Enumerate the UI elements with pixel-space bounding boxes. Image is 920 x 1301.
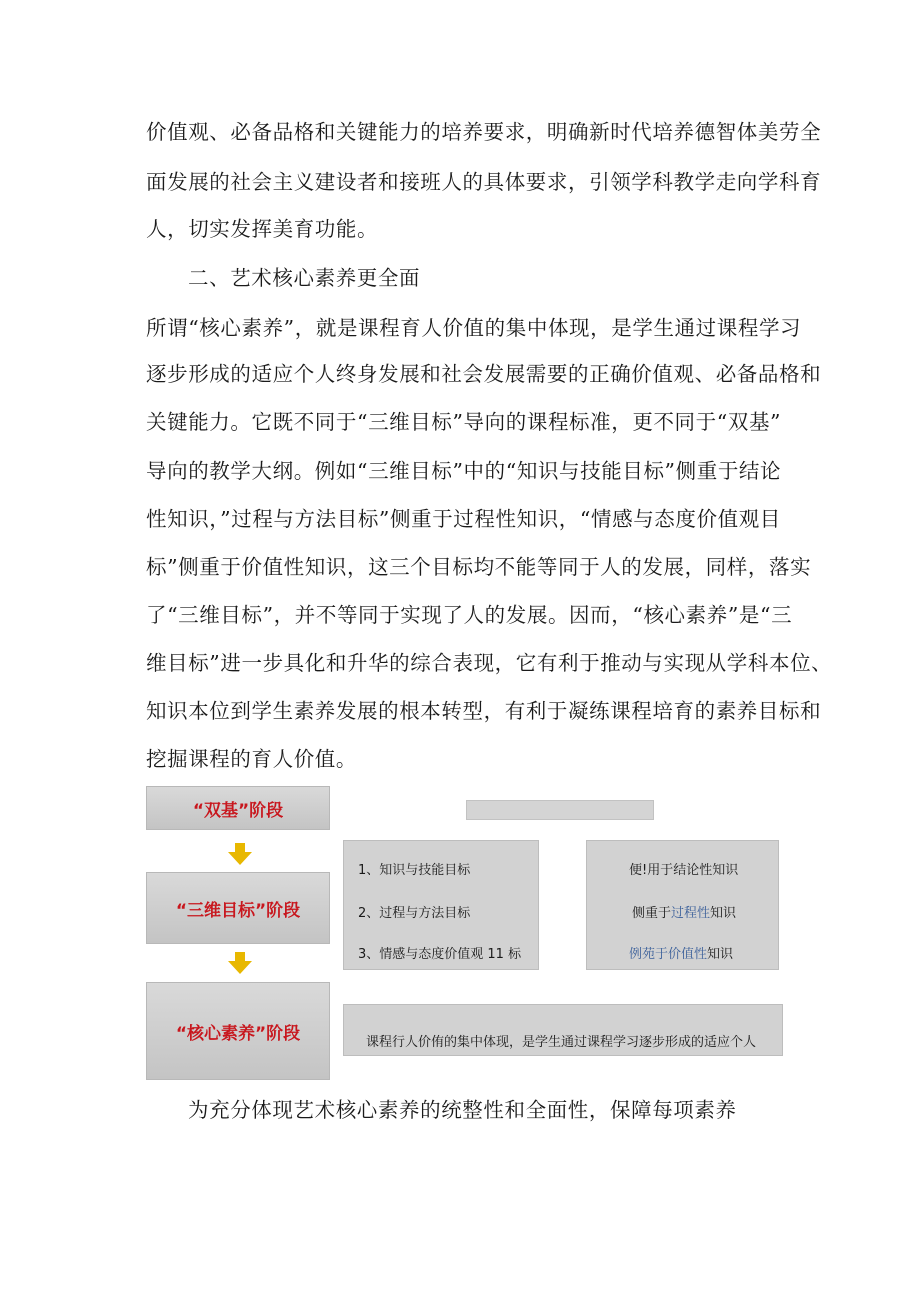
paragraph-2-line: 所谓“核心素养”，就是课程育人价值的集中体现，是学生通过课程学习 [146,316,802,340]
focus-highlight: 例苑于价值性 [629,947,708,962]
paragraph-1-line-2: 面发展的社会主义建设者和接班人的具体要求，引领学科教学走向学科育 [146,170,822,194]
focus-item: 便!用于结论性知识 [629,863,739,878]
paragraph-2-line: 性知识，”过程与方法目标”侧重于过程性知识，“情感与态度价值观目 [146,507,781,531]
stage-sanwei-mubiao: “三维目标”阶段 [146,872,330,944]
goal-item: 1、知识与技能目标 [358,863,471,878]
paragraph-2-line: 了“三维目标”，并不等同于实现了人的发展。因而，“核心素养”是“三 [146,603,793,627]
stage-hexin-suyang: “核心素养”阶段 [146,982,330,1080]
figure-header-bar [466,800,654,820]
paragraph-2-line: 逐步形成的适应个人终身发展和社会发展需要的正确价值观、必备品格和 [146,362,822,386]
paragraph-2-line: 维目标”进一步具化和升华的综合表现，它有利于推动与实现从学科本位、 [146,651,833,675]
goal-item: 2、过程与方法目标 [358,906,471,921]
paragraph-3: 为充分体现艺术核心素养的统整性和全面性，保障每项素养 [188,1098,737,1122]
goal-item: 3、情感与态度价值观 11 标 [358,947,522,962]
core-definition: 课程行人价侑的集中体现，是学生通过课程学习逐步形成的适应个人 [366,1035,757,1050]
definition-box [343,1004,783,1056]
paragraph-2-line: 关键能力。它既不同于“三维目标”导向的课程标准，更不同于“双基” [146,410,782,434]
focus-text: 侧重于 [632,906,672,921]
focus-item [629,943,733,962]
focus-box [586,840,779,970]
paragraph-2-line: 导向的教学大纲。例如“三维目标”中的“知识与技能目标”侧重于结论 [146,459,782,483]
section-heading: 二、艺术核心素养更全面 [188,266,421,290]
paragraph-2-line: 标”侧重于价值性知识，这三个目标均不能等同于人的发展，同样，落实 [146,555,812,579]
stage-shuangji: “双基”阶段 [146,786,330,830]
paragraph-2-line: 知识本位到学生素养发展的根本转型，有利于凝练课程培育的素养目标和 [146,699,822,723]
paragraph-1-line-1: 价值观、必备品格和关键能力的培养要求，明确新时代培养德智体美劳全 [146,120,822,144]
arrow-down-icon [228,843,252,865]
paragraph-2-line: 挖掘课程的育人价值。 [146,747,357,771]
focus-text: 知识 [710,906,737,921]
paragraph-1-line-3: 人，切实发挥美育功能。 [146,217,379,241]
focus-item [632,902,736,921]
focus-text: 知识 [707,947,734,962]
goals-box [343,840,539,970]
focus-highlight: 过程性 [671,906,711,921]
arrow-down-icon [228,952,252,974]
